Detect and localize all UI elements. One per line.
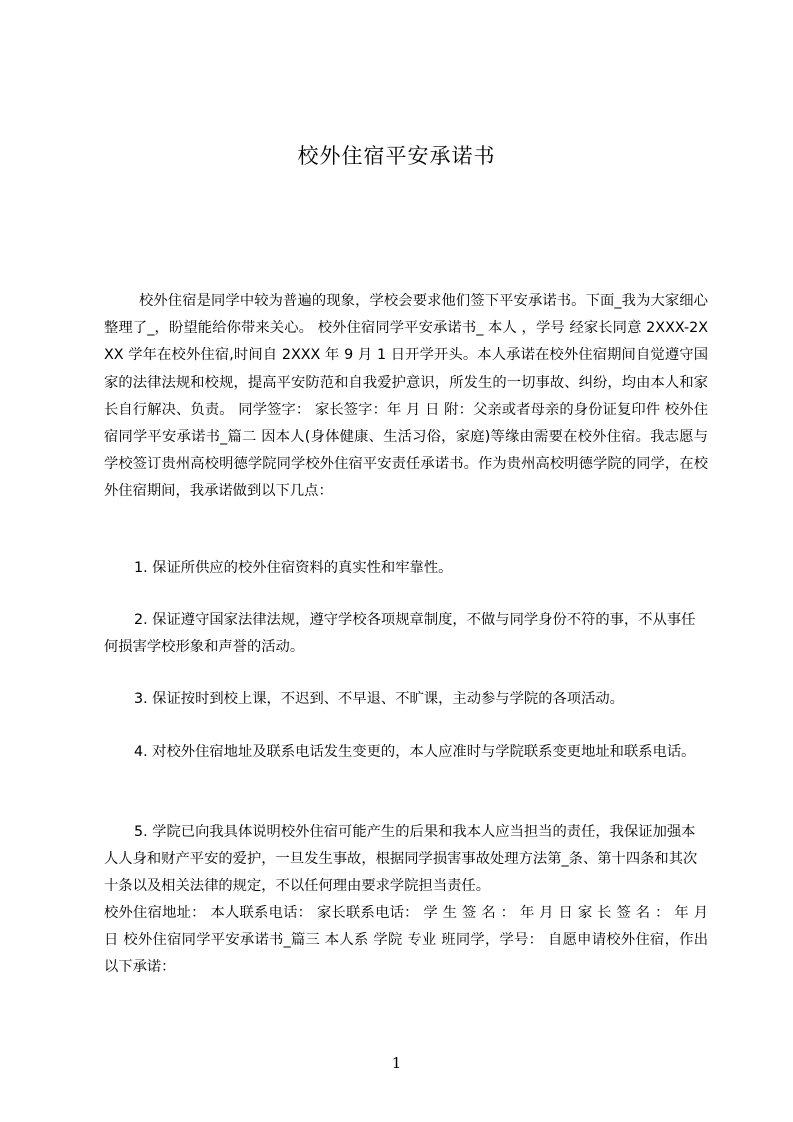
list-item-3: 3. 保证按时到校上课，不迟到、不早退、不旷课，主动参与学院的各项活动。 bbox=[134, 691, 624, 707]
document-title: 校外住宿平安承诺书 bbox=[297, 144, 496, 168]
page-number: 1 bbox=[391, 1054, 402, 1072]
list-item-4: 4. 对校外住宿地址及联系电话发生变更的，本人应准时与学院联系变更地址和联系电话。 bbox=[134, 744, 696, 760]
list-item-5: 5. 学院已向我具体说明校外住宿可能产生的后果和我本人应当担当的责任，我保证加强本人人身和财产平安的爱护，一旦发生事故，根据同学损害事故处理方法第_条、第十四条和其次十条以及相关法律的规定，不以任何理由要求学院担当责任。 bbox=[104, 824, 698, 895]
closing-paragraph: 校外住宿地址： 本人联系电话： 家长联系电话： 学 生 签 名 ： 年 月 日 家 长 签 名 ： 年 月 日 校外住宿同学平安承诺书_篇三 本人系 学院 专业 班同学，学号： 自愿申请校外住宿，作出以下承诺： bbox=[104, 905, 708, 976]
list-item-2: 2. 保证遵守国家法律法规，遵守学校各项规章制度，不做与同学身份不符的事，不从事任何损害学校形象和声誉的活动。 bbox=[104, 612, 696, 656]
list-item-1: 1. 保证所供应的校外住宿资料的真实性和牢靠性。 bbox=[134, 560, 453, 576]
intro-paragraph: 校外住宿是同学中较为普遍的现象，学校会要求他们签下平安承诺书。下面_我为大家细心整理了_，盼望能给你带来关心。 校外住宿同学平安承诺书_ 本人 ，学号 经家长同意 2XXX-2XXX 学年在校外住宿,时间自 2XXX 年 9 月 1 日开学开头。本人承诺在校外住宿期间自觉遵守国家的法律法规和校规，提高平安防范和自我爱护意识，所发生的一切事故、纠纷，均由本人和家长自行解决、负责。 同学签字： 家长签字：年 月 日 附：父亲或者母亲的身份证复印件 校外住宿同学平安承诺书_篇二 因本人(身体健康、生活习俗，家庭)等缘由需要在校外住宿。我志愿与学校签订贵州高校明德学院同学校外住宿平安责任承诺书。作为贵州高校明德学院的同学，在校外住宿期间，我承诺做到以下几点： bbox=[104, 293, 708, 500]
